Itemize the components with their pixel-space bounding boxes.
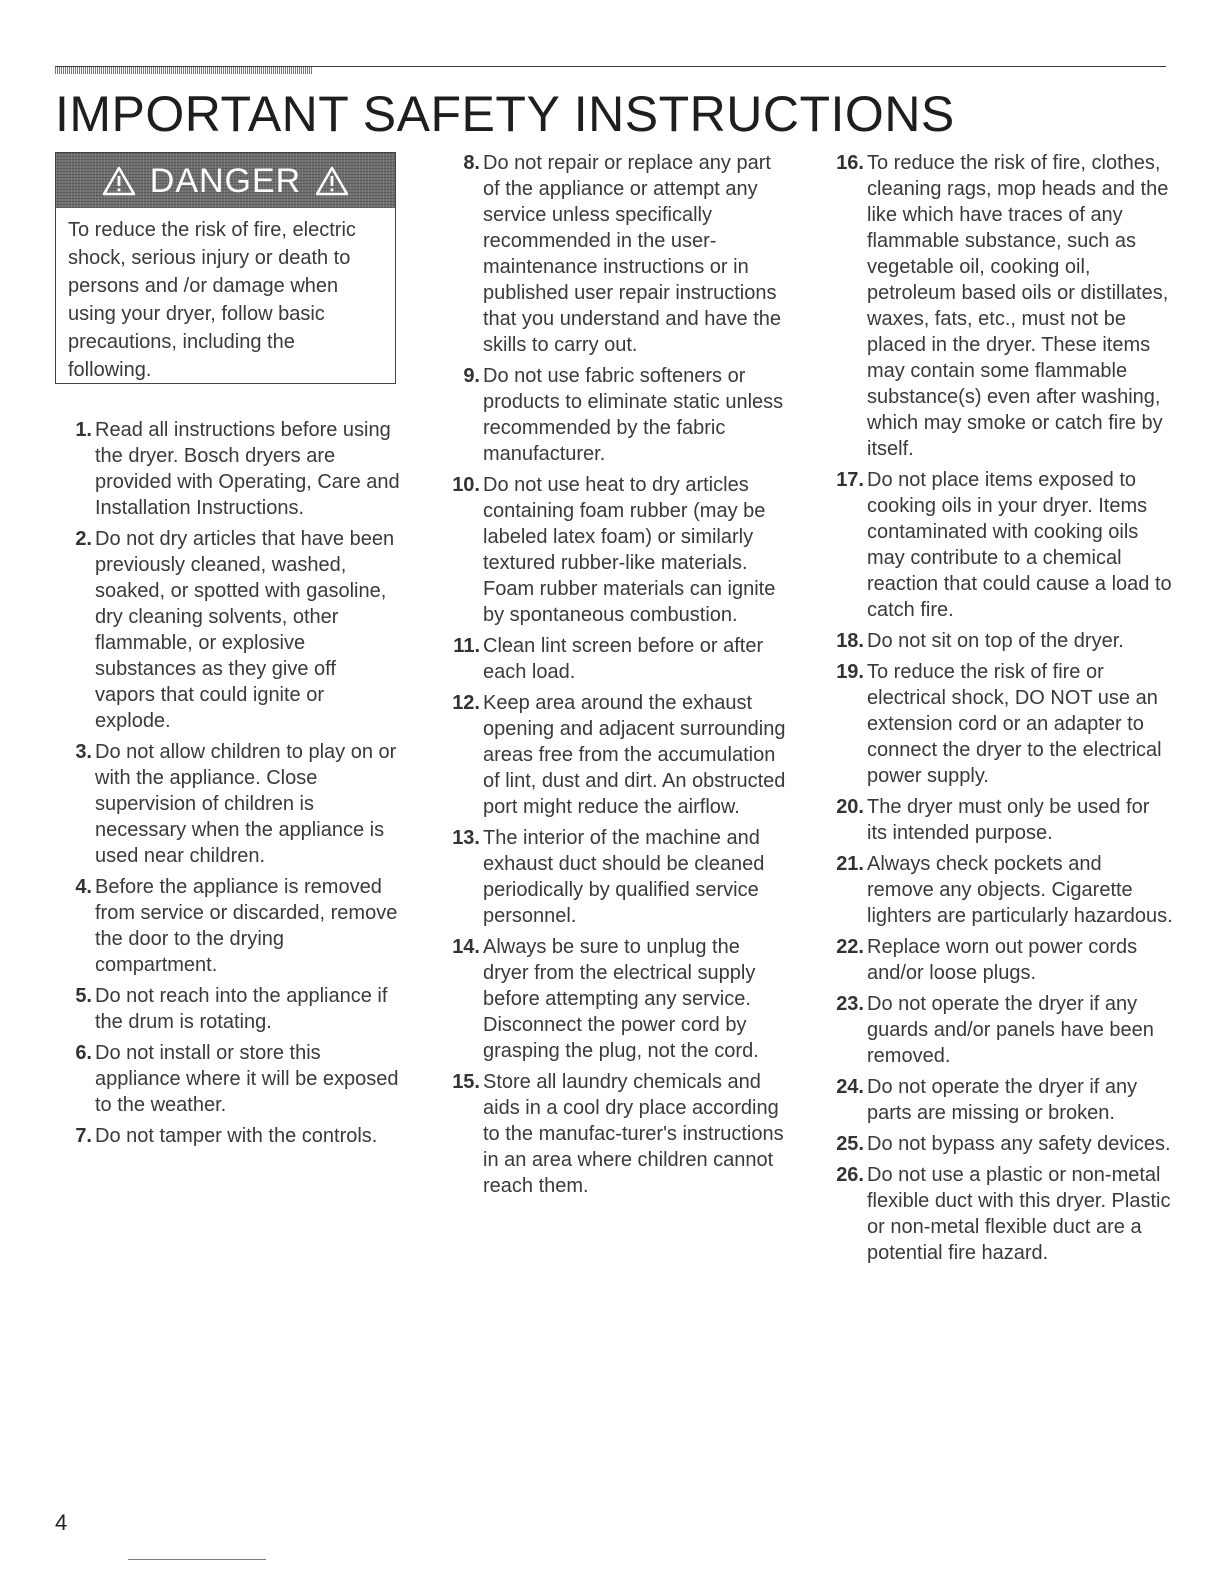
warning-triangle-icon [315, 166, 349, 196]
list-item [828, 1162, 1173, 1266]
item-text: To reduce the risk of fire or electrical shock, DO NOT use an extension cord or an adapter to connect the dryer to the electrical power supply. [867, 661, 1162, 787]
item-text: Always be sure to unplug the dryer from the electrical supply before attempting any service. Disconnect the power cord by grasping the plug, not the cord. [483, 936, 759, 1062]
list-item [444, 1069, 789, 1199]
page-title: IMPORTANT SAFETY INSTRUCTIONS [55, 86, 955, 142]
item-text: Always check pockets and remove any objects. Cigarette lighters are particularly hazardous. [867, 853, 1173, 927]
item-text: Do not repair or replace any part of the appliance or attempt any service unless specifically recommended in the user-maintenance instructions or in published user repair instructions that you understand and have the skills to carry out. [483, 152, 782, 356]
item-text: Read all instructions before using the dryer. Bosch dryers are provided with Operating, Care and Installation Instructions. [95, 419, 400, 519]
list-item [60, 526, 400, 734]
item-number: 20. [836, 796, 864, 818]
item-number: 17. [836, 469, 864, 491]
list-item [828, 659, 1173, 789]
list-item [828, 628, 1173, 654]
page-number: 4 [55, 1510, 68, 1535]
item-number: 11. [453, 635, 480, 657]
item-text: Do not use fabric softeners or products to eliminate static unless recommended by the fabric manufacturer. [483, 365, 784, 465]
list-item [828, 467, 1173, 623]
item-number: 2. [75, 528, 92, 550]
item-text: Keep area around the exhaust opening and adjacent surrounding areas free from the accumulation of lint, dust and dirt. An obstructed port might reduce the airflow. [483, 692, 786, 818]
list-item [60, 1040, 400, 1118]
item-text: Do not operate the dryer if any guards and/or panels have been removed. [867, 993, 1154, 1067]
item-text: Do not install or store this appliance where it will be exposed to the weather. [95, 1042, 399, 1116]
item-number: 5. [75, 985, 92, 1007]
item-number: 1. [75, 419, 92, 441]
item-number: 19. [836, 661, 864, 683]
list-item [444, 934, 789, 1064]
item-text: Clean lint screen before or after each load. [483, 635, 764, 683]
item-text: Do not operate the dryer if any parts are missing or broken. [867, 1076, 1138, 1124]
item-number: 16. [836, 152, 864, 174]
instructions-column-3 [828, 150, 1173, 1271]
item-number: 26. [836, 1164, 864, 1186]
list-item [828, 934, 1173, 986]
item-number: 10. [452, 474, 480, 496]
item-number: 21. [836, 853, 864, 875]
item-number: 8. [463, 152, 480, 174]
item-number: 25. [836, 1133, 864, 1155]
header-hatch-bar [55, 67, 313, 74]
item-number: 23. [836, 993, 864, 1015]
list-item [444, 690, 789, 820]
list-item [828, 150, 1173, 462]
item-number: 18. [836, 630, 864, 652]
list-item [828, 794, 1173, 846]
warning-triangle-icon [102, 166, 136, 196]
item-number: 4. [75, 876, 92, 898]
list-item [444, 633, 789, 685]
list-item [60, 874, 400, 978]
danger-text: To reduce the risk of fire, electric shock, serious injury or death to persons and /or damage when using your dryer, follow basic precautions, including the following. [68, 219, 356, 381]
list-item [828, 991, 1173, 1069]
item-text: The dryer must only be used for its intended purpose. [867, 796, 1150, 844]
item-number: 9. [463, 365, 480, 387]
list-item [828, 1074, 1173, 1126]
list-item [828, 1131, 1173, 1157]
instructions-column-1 [60, 417, 400, 1154]
item-text: To reduce the risk of fire, clothes, cleaning rags, mop heads and the like which have traces of any flammable substance, such as vegetable oil, cooking oil, petroleum based oils or distillates, waxes, fats, etc., must not be placed in the dryer. These items may contain some flammable substance(s) even after washing, which may smoke or catch fire by itself. [867, 152, 1169, 460]
item-text: Do not dry articles that have been previously cleaned, washed, soaked, or spotted with gasoline, dry cleaning solvents, other flammable, or explosive substances as they give off vapors that could ignite or explode. [95, 528, 395, 732]
instructions-column-2 [444, 150, 789, 1204]
item-text: Do not reach into the appliance if the drum is rotating. [95, 985, 388, 1033]
list-item [828, 851, 1173, 929]
item-number: 13. [452, 827, 480, 849]
list-item [60, 739, 400, 869]
item-text: Do not tamper with the controls. [95, 1125, 378, 1147]
list-item [444, 472, 789, 628]
list-item [444, 825, 789, 929]
list-item [444, 150, 789, 358]
item-number: 14. [452, 936, 480, 958]
item-number: 12. [452, 692, 480, 714]
footer-rule [128, 1559, 266, 1560]
danger-box [55, 152, 396, 384]
item-number: 6. [75, 1042, 92, 1064]
item-text: Do not use heat to dry articles containing foam rubber (may be labeled latex foam) or similarly textured rubber-like materials. Foam rubber materials can ignite by spontaneous combustion. [483, 474, 776, 626]
item-text: Before the appliance is removed from service or discarded, remove the door to the drying compartment. [95, 876, 398, 976]
item-number: 7. [75, 1125, 92, 1147]
item-text: Do not use a plastic or non-metal flexible duct with this dryer. Plastic or non-metal flexible duct are a potential fire hazard. [867, 1164, 1171, 1264]
item-text: The interior of the machine and exhaust duct should be cleaned periodically by qualified service personnel. [483, 827, 765, 927]
list-item [60, 983, 400, 1035]
item-text: Store all laundry chemicals and aids in a cool dry place according to the manufac-turer's instructions in an area where children cannot reach them. [483, 1071, 784, 1197]
list-item [444, 363, 789, 467]
item-number: 3. [75, 741, 92, 763]
item-text: Do not allow children to play on or with the appliance. Close supervision of children is necessary when the appliance is used near children. [95, 741, 397, 867]
danger-header [56, 153, 395, 208]
item-text: Do not bypass any safety devices. [867, 1133, 1171, 1155]
list-item [60, 417, 400, 521]
item-number: 22. [836, 936, 864, 958]
list-item [60, 1123, 400, 1149]
item-text: Do not place items exposed to cooking oils in your dryer. Items contaminated with cooking oils may contribute to a chemical reaction that could cause a load to catch fire. [867, 469, 1172, 621]
item-number: 24. [836, 1076, 864, 1098]
item-text: Replace worn out power cords and/or loose plugs. [867, 936, 1138, 984]
danger-label: DANGER [149, 161, 302, 200]
item-text: Do not sit on top of the dryer. [867, 630, 1124, 652]
item-number: 15. [452, 1071, 480, 1093]
